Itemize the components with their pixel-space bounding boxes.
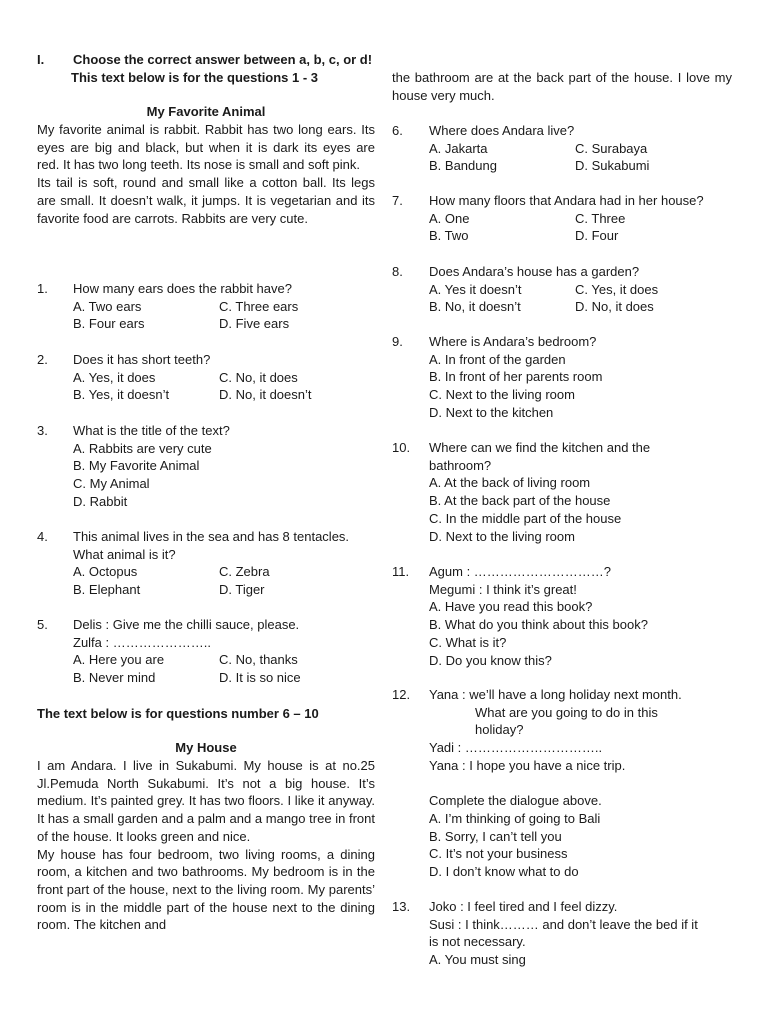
dialogue-line: holiday? — [475, 722, 524, 738]
dialogue-line: Yana : I hope you have a nice trip. — [429, 757, 626, 773]
option-b: B. At the back part of the house — [429, 493, 611, 509]
passage1-title: My Favorite Animal — [146, 104, 266, 119]
question-number: 7. — [392, 193, 403, 208]
option-a: A. At the back of living room — [429, 475, 591, 491]
option-a: A. One — [429, 210, 470, 226]
option-b: B. Four ears — [73, 316, 145, 332]
answer-options — [73, 298, 369, 333]
option-a: A. Rabbits are very cute — [73, 440, 212, 456]
answer-options — [429, 281, 725, 316]
option-b: B. In front of her parents room — [429, 369, 603, 385]
dialogue-line: is not necessary. — [429, 934, 526, 950]
question-number: 4. — [37, 529, 48, 544]
question-number: 5. — [37, 617, 48, 632]
passage2-paragraph-1: I am Andara. I live in Sukabumi. My house is at no.25 Jl.Pemuda North Sukabumi. It’s not a big house. It’s medium. It’s painted grey. It has two floors. I like it anyway. It has a small garden and a palm and a mango tree in front of the house. It looks green and nice. — [37, 758, 375, 844]
option-d: D. Rabbit — [73, 493, 128, 509]
option-b: B. Yes, it doesn’t — [73, 387, 170, 403]
option-a: A. Yes it doesn’t — [429, 281, 522, 297]
passage1-paragraph-2: Its tail is soft, round and small like a cotton ball. Its legs are small. It doesn’t walk, it jumps. It is vegetarian and its favorite food are carrots. Rabbits are very cute. — [37, 175, 375, 226]
question-number: 1. — [37, 281, 48, 296]
question-number: 6. — [392, 123, 403, 138]
option-b: B. Sorry, I can’t tell you — [429, 828, 562, 844]
passage1-text — [37, 121, 375, 227]
dialogue-line: Yadi : ………………………….. — [429, 740, 603, 756]
dialogue-line: Joko : I feel tired and I feel dizzy. — [429, 899, 618, 914]
question-text: What animal is it? — [73, 546, 176, 562]
option-c: C. Next to the living room — [429, 387, 575, 403]
dialogue-line: Susi : I think……… and don’t leave the bed if it — [429, 916, 698, 932]
section-numeral: I. — [37, 52, 45, 67]
option-b: B. What do you think about this book? — [429, 617, 648, 633]
option-c: C. Surabaya — [575, 140, 648, 156]
blank-line — [429, 775, 682, 793]
option-b: B. My Favorite Animal — [73, 458, 200, 474]
question-text: Where is Andara’s bedroom? — [429, 334, 597, 349]
answer-options — [73, 369, 369, 404]
dialogue-line: Agum : …………………………? — [429, 564, 612, 579]
option-c: C. Zebra — [219, 564, 270, 580]
passage2-continuation — [392, 69, 732, 104]
passage2-continuation-text: the bathroom are at the back part of the house. I love my house very much. — [392, 70, 732, 103]
option-a: A. Two ears — [73, 298, 142, 314]
option-d: D. No, it does — [575, 299, 654, 315]
answer-options — [73, 440, 230, 511]
text2-note: The text below is for questions number 6 – 10 — [37, 706, 319, 721]
question-text: Does Andara’s house has a garden? — [429, 264, 640, 279]
answer-options — [429, 810, 682, 881]
option-b: B. No, it doesn’t — [429, 299, 521, 315]
answer-options — [73, 563, 369, 598]
option-d: D. Next to the living room — [429, 528, 575, 544]
option-b: B. Never mind — [73, 670, 156, 686]
answer-options — [429, 351, 602, 422]
question-text: How many floors that Andara had in her house? — [429, 193, 704, 208]
passage2-text — [37, 757, 375, 934]
dialogue-line: Yana : we’ll have a long holiday next month. — [429, 687, 682, 702]
option-d: D. Tiger — [219, 582, 265, 598]
option-d: D. Five ears — [219, 316, 290, 332]
answer-options — [429, 598, 648, 669]
option-d: D. No, it doesn’t — [219, 387, 312, 403]
dialogue-line: What are you going to do in this — [475, 704, 658, 720]
option-c: C. Yes, it does — [575, 281, 659, 297]
passage2-title: My House — [175, 740, 237, 755]
answer-options — [429, 210, 725, 245]
question-text: Complete the dialogue above. — [429, 793, 602, 809]
question-text: bathroom? — [429, 457, 492, 473]
option-d: D. Do you know this? — [429, 652, 552, 668]
option-a: A. Jakarta — [429, 140, 488, 156]
question-number: 9. — [392, 334, 403, 349]
question-number: 11. — [392, 564, 410, 579]
dialogue-line: Zulfa : ………………….. — [73, 634, 211, 650]
answer-options — [73, 651, 369, 686]
option-d: D. Sukabumi — [575, 158, 650, 174]
question-number: 2. — [37, 352, 48, 367]
question-text: Does it has short teeth? — [73, 352, 211, 367]
question-text: What is the title of the text? — [73, 423, 230, 438]
option-c: C. No, thanks — [219, 652, 298, 668]
question-text: Where can we find the kitchen and the — [429, 440, 651, 455]
dialogue-line: Megumi : I think it’s great! — [429, 581, 577, 597]
option-b: B. Elephant — [73, 582, 141, 598]
answer-options — [429, 951, 698, 969]
option-a: A. You must sing — [429, 952, 526, 968]
answer-options — [429, 140, 725, 175]
option-a: A. In front of the garden — [429, 351, 566, 367]
option-a: A. Yes, it does — [73, 369, 156, 385]
option-c: C. Three — [575, 210, 626, 226]
option-c: C. It’s not your business — [429, 846, 568, 862]
option-c: C. In the middle part of the house — [429, 510, 622, 526]
question-number: 10. — [392, 440, 411, 455]
option-c: C. No, it does — [219, 369, 298, 385]
option-b: B. Bandung — [429, 158, 497, 174]
question-number: 3. — [37, 423, 48, 438]
option-d: D. It is so nice — [219, 670, 301, 686]
passage1-paragraph-1: My favorite animal is rabbit. Rabbit has two long ears. Its eyes are big and black, but when it is dark its eyes are red. It has two long teeth. Its nose is small and soft pink. — [37, 122, 375, 173]
option-a: A. I’m thinking of going to Bali — [429, 810, 601, 826]
option-d: D. Four — [575, 228, 619, 244]
option-b: B. Two — [429, 228, 469, 244]
option-d: D. Next to the kitchen — [429, 404, 554, 420]
option-a: A. Have you read this book? — [429, 599, 593, 615]
question-text: This animal lives in the sea and has 8 tentacles. — [73, 529, 350, 544]
option-c: C. My Animal — [73, 476, 150, 492]
option-c: C. Three ears — [219, 298, 299, 314]
answer-options — [429, 474, 650, 545]
option-a: A. Here you are — [73, 652, 165, 668]
option-c: C. What is it? — [429, 634, 507, 650]
question-number: 8. — [392, 264, 403, 279]
question-text: Where does Andara live? — [429, 123, 575, 138]
dialogue-line: Delis : Give me the chilli sauce, please. — [73, 617, 300, 632]
text1-note: This text below is for the questions 1 - 3 — [71, 70, 319, 85]
option-d: D. I don’t know what to do — [429, 864, 579, 880]
passage2-paragraph-2: My house has four bedroom, two living rooms, a dining room, a kitchen and two bathrooms. My bedroom is in the front part of the house, next to the living room. My parents’ room is in the middle part of the house next to the dining room. The kitchen and — [37, 846, 375, 933]
question-number: 13. — [392, 899, 411, 914]
option-a: A. Octopus — [73, 564, 138, 580]
section-instruction: Choose the correct answer between a, b, c, or d! — [73, 52, 373, 67]
question-text: How many ears does the rabbit have? — [73, 281, 292, 296]
question-number: 12. — [392, 687, 411, 702]
